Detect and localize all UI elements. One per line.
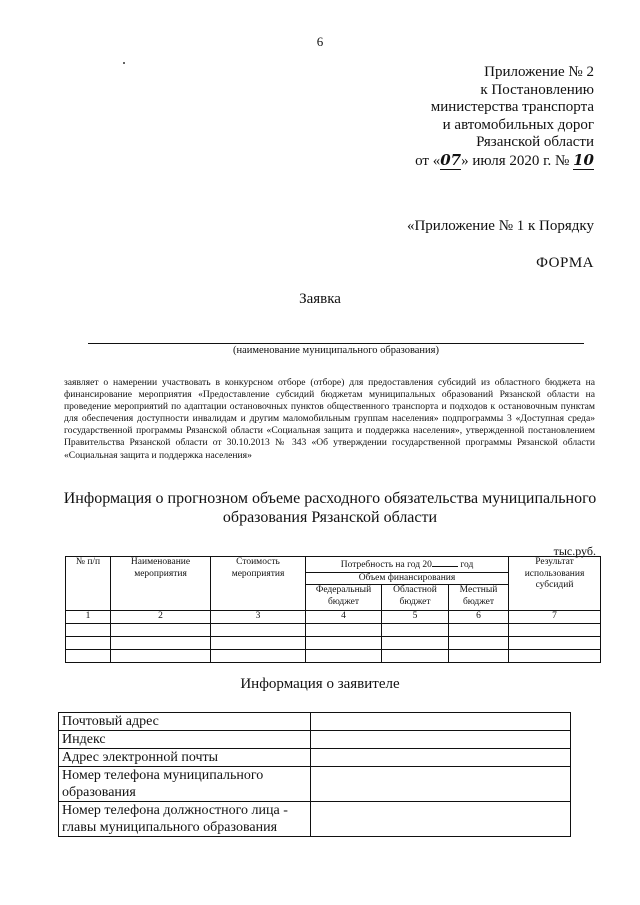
applicant-label: Почтовый адрес	[59, 713, 311, 731]
document-title: Заявка	[299, 291, 341, 307]
table-row	[59, 713, 571, 731]
table-row	[66, 623, 601, 636]
date-prefix: от «	[415, 152, 441, 169]
header-line-2: к Постановлению	[480, 81, 594, 98]
header-date-line	[415, 152, 594, 171]
empty-cell[interactable]	[211, 623, 306, 636]
document-header	[415, 64, 594, 171]
numbering-cell: 5	[382, 611, 449, 624]
numbering-cell: 1	[66, 611, 111, 624]
empty-cell[interactable]	[509, 636, 601, 649]
empty-cell[interactable]	[111, 649, 211, 662]
applicant-info-heading: Информация о заявителе	[240, 676, 400, 692]
numbering-cell: 7	[509, 611, 601, 624]
form-label: ФОРМА	[536, 255, 594, 271]
numbering-cell: 4	[306, 611, 382, 624]
date-day-handwritten: 07	[440, 150, 462, 169]
applicant-label: Номер телефона муниципального образования	[59, 767, 311, 802]
empty-cell[interactable]	[306, 636, 382, 649]
applicant-label: Адрес электронной почты	[59, 749, 311, 767]
units-label: тыс.руб.	[553, 544, 596, 558]
col-header-need	[306, 557, 509, 573]
empty-cell[interactable]	[382, 649, 449, 662]
header-line-1: Приложение № 2	[484, 64, 594, 80]
date-middle: » июля 2020 г. №	[461, 152, 570, 169]
scan-speck	[123, 62, 125, 64]
need-suffix: год	[460, 560, 474, 570]
empty-cell[interactable]	[211, 649, 306, 662]
empty-cell[interactable]	[111, 636, 211, 649]
empty-cell[interactable]	[306, 649, 382, 662]
applicant-table	[58, 712, 571, 837]
empty-cell[interactable]	[382, 623, 449, 636]
empty-cell[interactable]	[509, 623, 601, 636]
applicant-label: Индекс	[59, 731, 311, 749]
header-line-4: и автомобильных дорог	[442, 116, 594, 133]
col-header-name: Наименование мероприятия	[111, 557, 211, 611]
applicant-value-cell[interactable]	[311, 731, 571, 749]
col-header-federal: Федеральный бюджет	[306, 585, 382, 611]
applicant-value-cell[interactable]	[311, 713, 571, 731]
numbering-cell: 3	[211, 611, 306, 624]
col-header-number: № п/п	[66, 557, 111, 611]
empty-cell[interactable]	[111, 623, 211, 636]
empty-cell[interactable]	[509, 649, 601, 662]
table-row	[59, 731, 571, 749]
empty-cell[interactable]	[449, 623, 509, 636]
table-row	[59, 767, 571, 802]
empty-cell[interactable]	[66, 623, 111, 636]
applicant-label: Номер телефона должностного лица - главы муниципального образования	[59, 802, 311, 837]
table-row	[66, 649, 601, 662]
numbering-cell: 6	[449, 611, 509, 624]
empty-cell[interactable]	[449, 636, 509, 649]
order-number-handwritten: 10	[573, 150, 594, 169]
empty-cell[interactable]	[211, 636, 306, 649]
col-header-volume: Объем финансирования	[306, 572, 509, 585]
table-row	[59, 749, 571, 767]
applicant-value-cell[interactable]	[311, 802, 571, 837]
col-header-cost: Стоимость мероприятия	[211, 557, 306, 611]
need-prefix: Потребность на год 20	[340, 560, 432, 570]
col-header-result: Результат использования субсидий	[509, 557, 601, 611]
col-header-local: Местный бюджет	[449, 585, 509, 611]
empty-cell[interactable]	[382, 636, 449, 649]
header-line-5: Рязанской области	[476, 134, 594, 151]
empty-cell[interactable]	[66, 636, 111, 649]
empty-cell[interactable]	[449, 649, 509, 662]
table-row	[66, 636, 601, 649]
page-number: 6	[316, 34, 324, 49]
header-line-3: министерства транспорта	[430, 99, 594, 116]
col-header-regional: Областной бюджет	[382, 585, 449, 611]
appendix-reference: «Приложение № 1 к Порядку	[406, 218, 594, 234]
application-body-text: заявляет о намерении участвовать в конкурсном отборе (отборе) для предоставления субсидий из областного бюджета на финансирование мероприятия «Предоставление субсидий бюджетам муниципальных образований Рязанской области на проведение мероприятий по адаптации остановочных пунктов общественного транспорта и подходов к остановочным пунктам для обеспечения доступности инвалидам и другим маломобильным группам населения» подпрограммы 3 «Доступная среда» государственной программы Рязанской области «Социальная защита и поддержка населения», утвержденной постановлением Правительства Рязанской области от 30.10.2013 № 343 «Об утверждении государственной программы Рязанской области «Социальная защита и поддержка населения»	[64, 377, 595, 461]
municipality-name-line	[88, 343, 584, 344]
municipality-caption: (наименование муниципального образования)	[232, 345, 440, 356]
budget-table	[65, 556, 601, 663]
empty-cell[interactable]	[66, 649, 111, 662]
budget-info-heading: Информация о прогнозном объеме расходного обязательства муниципального образования Рязанской области	[63, 490, 597, 526]
applicant-value-cell[interactable]	[311, 749, 571, 767]
empty-cell[interactable]	[306, 623, 382, 636]
numbering-cell: 2	[111, 611, 211, 624]
table-row	[59, 802, 571, 837]
applicant-value-cell[interactable]	[311, 767, 571, 802]
